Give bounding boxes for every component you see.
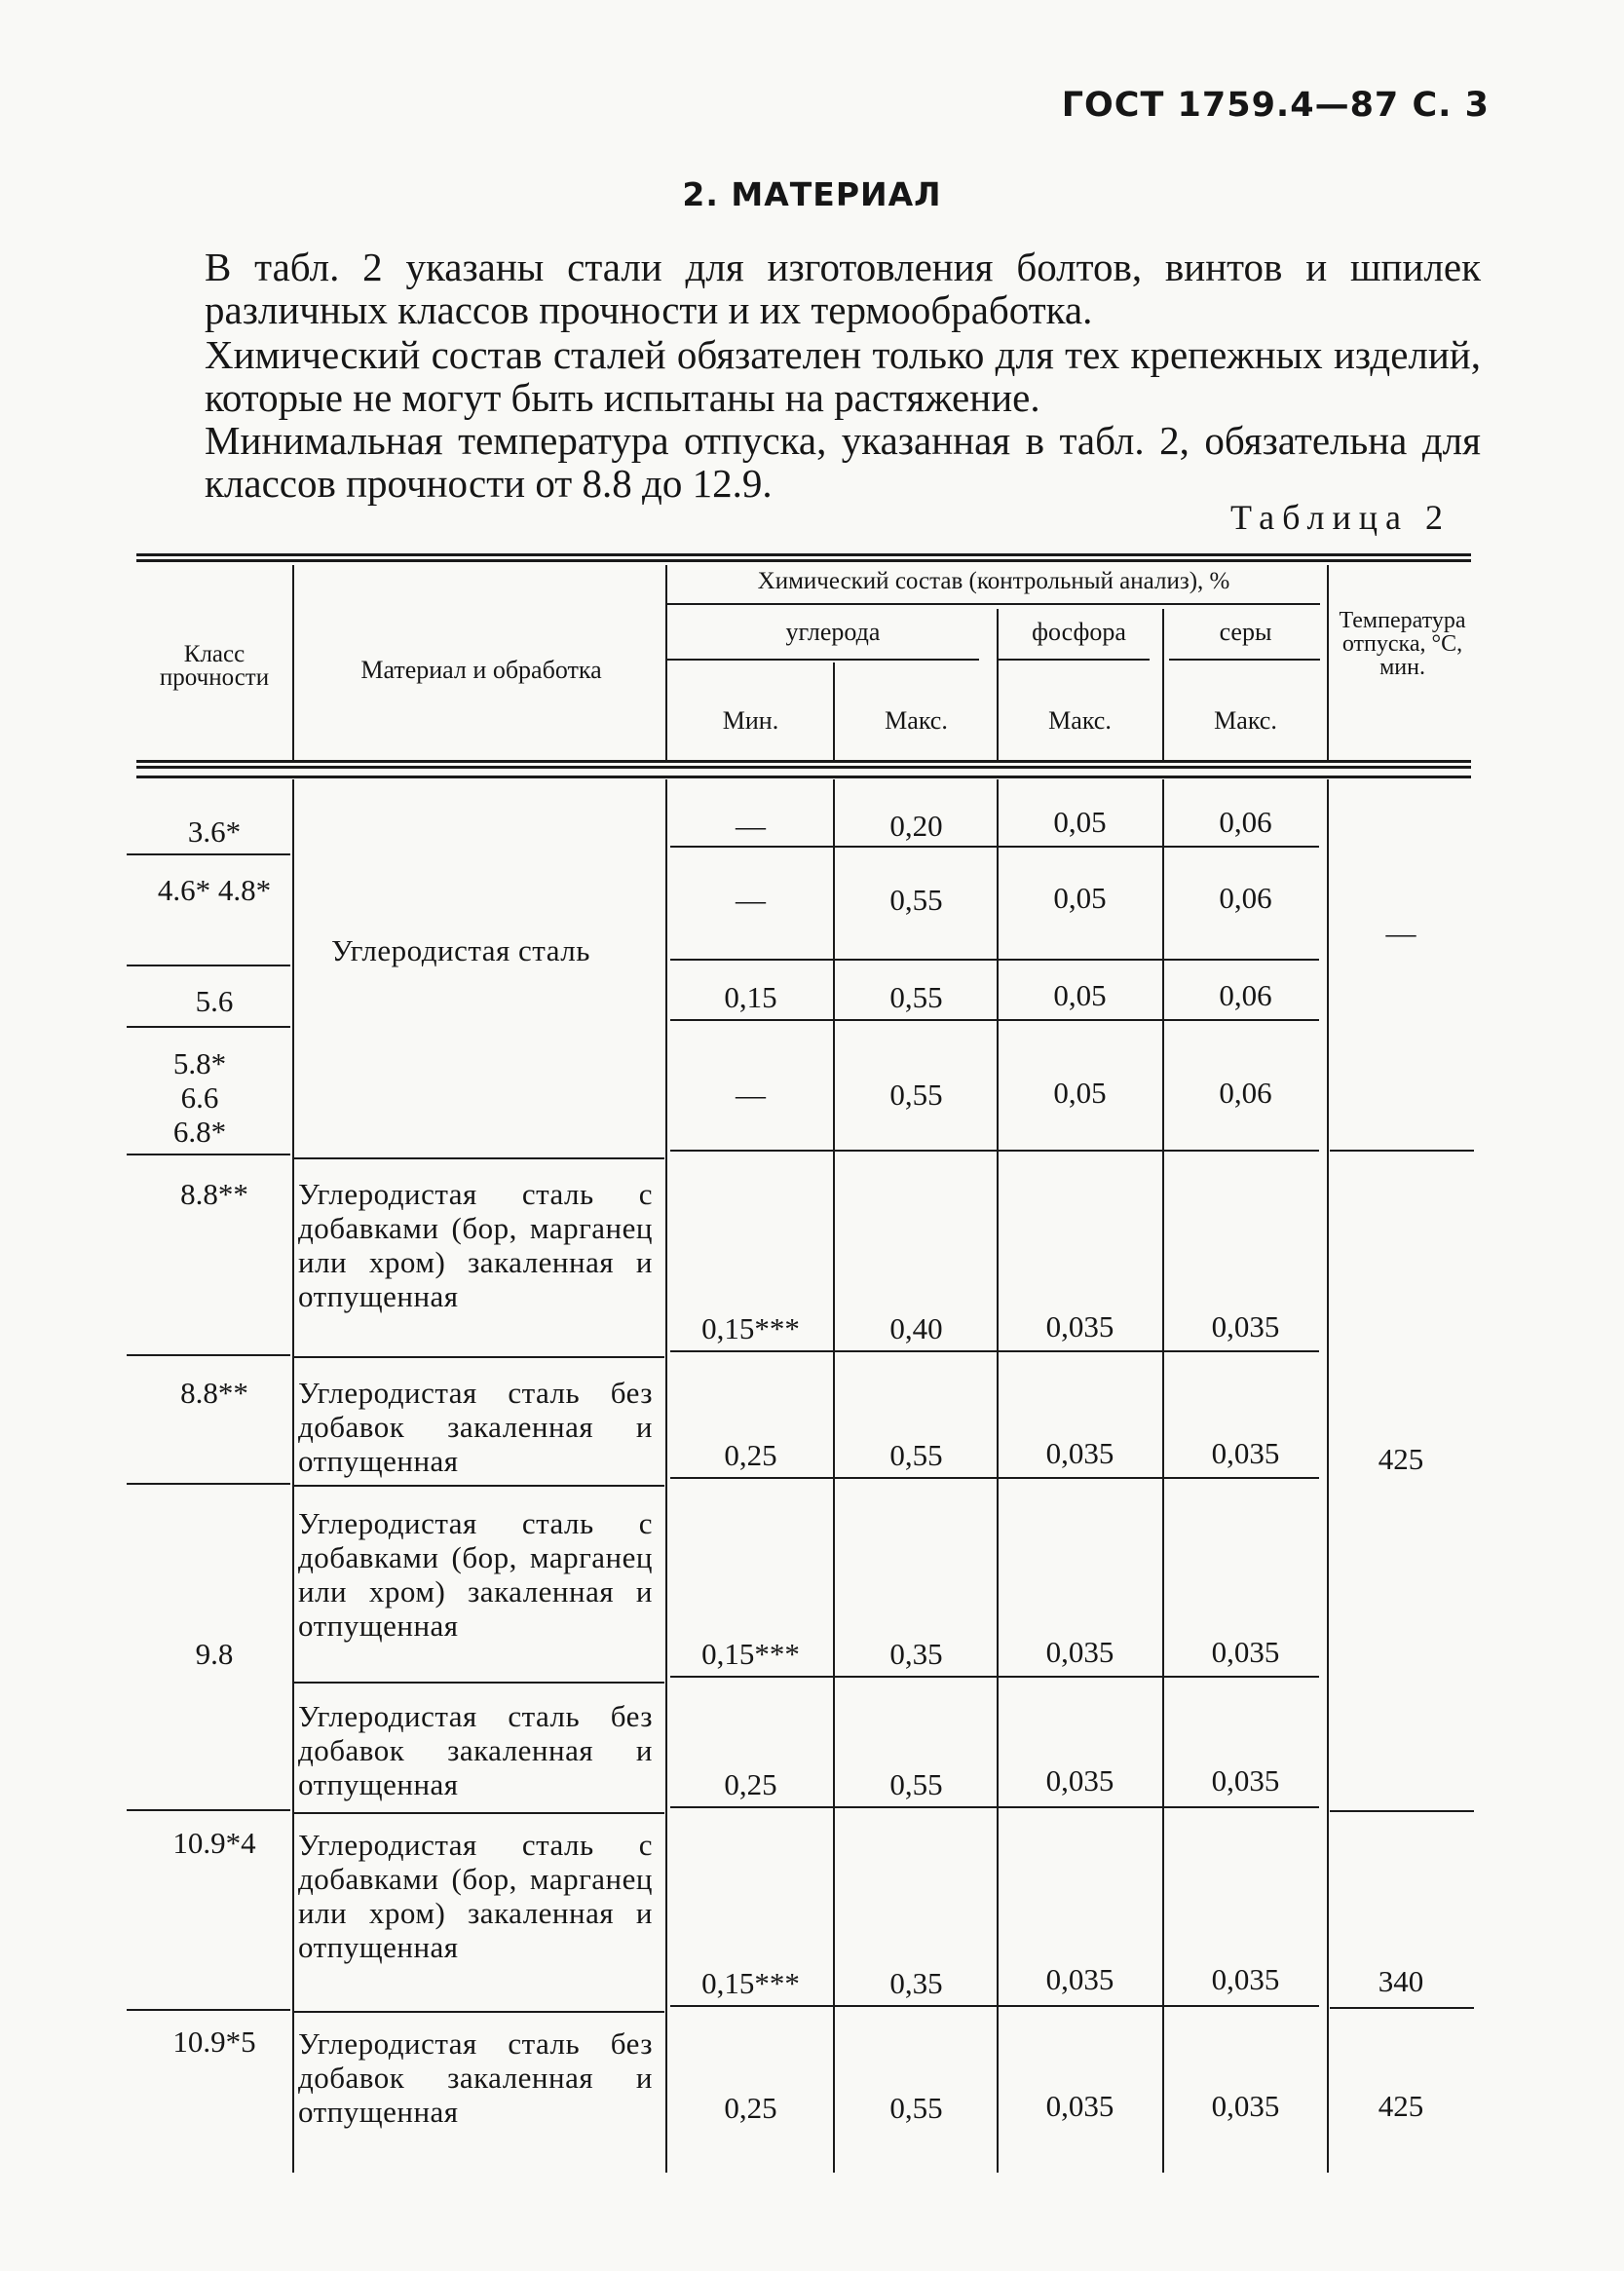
row-rule bbox=[294, 1157, 664, 1159]
s-max-cell: 0,06 bbox=[1219, 1076, 1272, 1110]
p-max-cell: 0,035 bbox=[1045, 1763, 1114, 1798]
row-rule bbox=[127, 965, 290, 966]
header-rule-sulfur bbox=[1169, 659, 1320, 661]
s-max-cell: 0,06 bbox=[1219, 978, 1272, 1012]
vline-smax-hdr bbox=[1327, 565, 1329, 760]
row-rule bbox=[294, 1485, 664, 1487]
header-chem: Химический состав (контрольный анализ), % bbox=[757, 568, 1230, 594]
header-c-max: Макс. bbox=[885, 706, 948, 735]
c-max-cell: 0,55 bbox=[889, 2091, 943, 2125]
temp-cell: — bbox=[1385, 916, 1416, 950]
p-max-cell: 0,035 bbox=[1045, 1309, 1114, 1344]
vline-pmax bbox=[1162, 779, 1164, 2173]
class-cell: 3.6* bbox=[187, 814, 242, 849]
header-p-max: Макс. bbox=[1048, 706, 1112, 735]
material-alloy-steel: Углеродистая сталь с добавками (бор, марганец или хром) закаленная и отпущенная bbox=[298, 1177, 653, 1313]
row-rule bbox=[127, 1154, 290, 1155]
c-min-cell: 0,15*** bbox=[701, 1637, 800, 1671]
s-max-cell: 0,035 bbox=[1211, 1436, 1280, 1470]
class-cell: 4.6* 4.8* bbox=[157, 873, 272, 907]
vline-material bbox=[665, 779, 667, 2173]
vline-class bbox=[292, 779, 294, 2173]
row-rule bbox=[294, 1682, 664, 1684]
material-alloy-steel: Углеродистая сталь с добавками (бор, марганец или хром) закаленная и отпущенная bbox=[298, 1828, 653, 1964]
row-rule bbox=[670, 1806, 1319, 1808]
row-rule bbox=[1330, 2007, 1474, 2009]
row-rule bbox=[127, 1354, 290, 1356]
row-rule bbox=[670, 1676, 1319, 1678]
material-alloy-steel: Углеродистая сталь с добавками (бор, марганец или хром) закаленная и отпущенная bbox=[298, 1506, 653, 1643]
header-phosphorus: фосфора bbox=[1032, 618, 1126, 646]
temp-cell: 340 bbox=[1378, 1964, 1424, 1998]
p-max-cell: 0,035 bbox=[1045, 1635, 1114, 1669]
c-max-cell: 0,55 bbox=[889, 1438, 943, 1472]
row-rule bbox=[670, 846, 1319, 848]
s-max-cell: 0,035 bbox=[1211, 2089, 1280, 2123]
table-top-rule-2 bbox=[136, 559, 1471, 562]
c-max-cell: 0,55 bbox=[889, 1078, 943, 1112]
c-min-cell: — bbox=[736, 883, 766, 917]
s-max-cell: 0,035 bbox=[1211, 1763, 1280, 1798]
header-sulfur: серы bbox=[1219, 618, 1272, 646]
p-max-cell: 0,05 bbox=[1053, 978, 1107, 1012]
row-rule bbox=[127, 853, 290, 855]
row-rule bbox=[1330, 1150, 1474, 1152]
row-rule bbox=[294, 1356, 664, 1358]
temp-cell: 425 bbox=[1378, 1442, 1424, 1476]
row-rule bbox=[670, 1477, 1319, 1479]
p-max-cell: 0,035 bbox=[1045, 2089, 1114, 2123]
header-class: Класс прочности bbox=[159, 641, 270, 691]
paragraph-1: В табл. 2 указаны стали для изготовления болтов, винтов и шпилек различных классов прочности и их термообработка. bbox=[205, 245, 1481, 332]
c-max-cell: 0,35 bbox=[889, 1637, 943, 1671]
c-min-cell: 0,15 bbox=[724, 980, 777, 1014]
c-max-cell: 0,35 bbox=[889, 1966, 943, 2000]
row-rule bbox=[1330, 1810, 1474, 1812]
material-plain-steel: Углеродистая сталь без добавок закаленная и отпущенная bbox=[298, 1376, 653, 1478]
p-max-cell: 0,05 bbox=[1053, 805, 1107, 839]
class-cell: 10.9*5 bbox=[172, 2025, 256, 2059]
vline-cmax bbox=[997, 779, 999, 2173]
c-min-cell: 0,15*** bbox=[701, 1966, 800, 2000]
header-bottom-rule bbox=[136, 760, 1471, 763]
row-rule bbox=[127, 1809, 290, 1811]
row-rule bbox=[127, 2009, 290, 2011]
c-min-cell: 0,25 bbox=[724, 1438, 777, 1472]
s-max-cell: 0,035 bbox=[1211, 1309, 1280, 1344]
class-cell: 10.9*4 bbox=[172, 1826, 256, 1860]
p-max-cell: 0,035 bbox=[1045, 1962, 1114, 1996]
paragraph-3: Минимальная температура отпуска, указанная в табл. 2, обязательна для классов прочности от 8.8 до 12.9. bbox=[205, 418, 1481, 506]
header-c-min: Мин. bbox=[722, 706, 779, 735]
s-max-cell: 0,035 bbox=[1211, 1635, 1280, 1669]
header-s-max: Макс. bbox=[1214, 706, 1277, 735]
header-bottom-rule-3 bbox=[136, 776, 1471, 778]
c-max-cell: 0,40 bbox=[889, 1311, 943, 1345]
class-cell: 5.6 bbox=[195, 984, 234, 1018]
header-rule-chem bbox=[667, 603, 1320, 605]
row-rule bbox=[294, 1812, 664, 1814]
class-cell: 8.8** bbox=[180, 1177, 248, 1211]
c-max-cell: 0,55 bbox=[889, 980, 943, 1014]
c-max-cell: 0,55 bbox=[889, 883, 943, 917]
p-max-cell: 0,05 bbox=[1053, 1076, 1107, 1110]
c-min-cell: — bbox=[736, 809, 766, 843]
s-max-cell: 0,06 bbox=[1219, 881, 1272, 915]
row-rule bbox=[670, 2005, 1319, 2007]
material-plain-steel: Углеродистая сталь без добавок закаленная и отпущенная bbox=[298, 1699, 653, 1801]
header-rule-carbon bbox=[667, 659, 979, 661]
header-bottom-rule-2 bbox=[136, 766, 1471, 769]
paragraph-2: Химический состав сталей обязателен только для тех крепежных изделий, которые не могут быть испытаны на растяжение. bbox=[205, 332, 1481, 420]
p-max-cell: 0,035 bbox=[1045, 1436, 1114, 1470]
vline-material-hdr bbox=[665, 565, 667, 760]
s-max-cell: 0,06 bbox=[1219, 805, 1272, 839]
c-max-cell: 0,20 bbox=[889, 809, 943, 843]
table-top-rule bbox=[136, 553, 1471, 556]
row-rule bbox=[670, 959, 1319, 961]
header-temp: Температура отпуска, °С, мин. bbox=[1339, 608, 1466, 680]
material-plain-steel: Углеродистая сталь без добавок закаленная и отпущенная bbox=[298, 2026, 653, 2129]
vline-pmax-hdr bbox=[1162, 609, 1164, 760]
header-material: Материал и обработка bbox=[360, 656, 602, 684]
c-min-cell: 0,25 bbox=[724, 2091, 777, 2125]
class-cell: 8.8** bbox=[180, 1376, 248, 1410]
row-rule bbox=[127, 1026, 290, 1028]
class-cell: 5.8* 6.6 6.8* bbox=[172, 1046, 227, 1149]
vline-min bbox=[833, 779, 835, 2173]
section-title: 2. МАТЕРИАЛ bbox=[682, 175, 942, 213]
vline-min-hdr bbox=[833, 662, 835, 760]
row-rule bbox=[127, 1483, 290, 1485]
s-max-cell: 0,035 bbox=[1211, 1962, 1280, 1996]
c-max-cell: 0,55 bbox=[889, 1767, 943, 1801]
class-cell: 9.8 bbox=[195, 1637, 234, 1671]
row-rule bbox=[670, 1350, 1319, 1352]
temp-cell: 425 bbox=[1378, 2089, 1424, 2123]
c-min-cell: — bbox=[736, 1078, 766, 1112]
page-header: ГОСТ 1759.4—87 С. 3 bbox=[1061, 86, 1490, 125]
row-rule bbox=[294, 2011, 664, 2013]
header-carbon: углерода bbox=[785, 618, 881, 646]
vline-smax bbox=[1327, 779, 1329, 2173]
material-carbon-steel: Углеродистая сталь bbox=[331, 933, 590, 967]
row-rule bbox=[670, 1019, 1319, 1021]
c-min-cell: 0,15*** bbox=[701, 1311, 800, 1345]
row-rule bbox=[670, 1150, 1319, 1152]
table-caption: Таблица 2 bbox=[1230, 498, 1451, 537]
vline-class-hdr bbox=[292, 565, 294, 760]
header-rule-phosphorus bbox=[999, 659, 1150, 661]
c-min-cell: 0,25 bbox=[724, 1767, 777, 1801]
p-max-cell: 0,05 bbox=[1053, 881, 1107, 915]
